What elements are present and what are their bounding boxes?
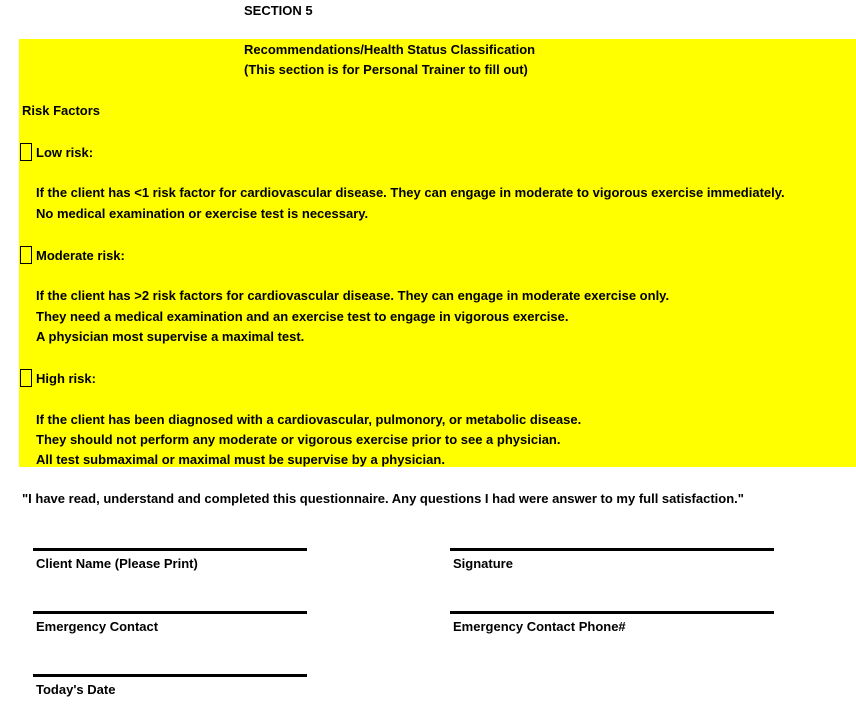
client-name-input-line[interactable] <box>33 548 307 551</box>
risk-factors-heading: Risk Factors <box>22 103 101 118</box>
recommendations-panel <box>19 39 856 467</box>
high-risk-label: High risk: <box>36 371 96 386</box>
section-title: SECTION 5 <box>244 3 313 18</box>
emergency-phone-input-line[interactable] <box>450 611 774 614</box>
high-risk-checkbox[interactable] <box>20 369 32 387</box>
high-risk-line: If the client has been diagnosed with a cardiovascular, pulmonory, or metabolic disease. <box>36 412 582 427</box>
emergency-contact-input-line[interactable] <box>33 611 307 614</box>
signature-input-line[interactable] <box>450 548 774 551</box>
todays-date-input-line[interactable] <box>33 674 307 677</box>
low-risk-label: Low risk: <box>36 145 94 160</box>
signature-label: Signature <box>453 556 513 571</box>
high-risk-line: They should not perform any moderate or vigorous exercise prior to see a physician. <box>36 432 561 447</box>
todays-date-label: Today's Date <box>36 682 116 697</box>
moderate-risk-line: They need a medical examination and an exercise test to engage in vigorous exercise. <box>36 309 569 324</box>
client-name-label: Client Name (Please Print) <box>36 556 198 571</box>
moderate-risk-checkbox[interactable] <box>20 246 32 264</box>
moderate-risk-line: If the client has >2 risk factors for cardiovascular disease. They can engage in moderate exercise only. <box>36 288 670 303</box>
moderate-risk-label: Moderate risk: <box>36 248 125 263</box>
low-risk-line: No medical examination or exercise test is necessary. <box>36 206 369 221</box>
emergency-contact-label: Emergency Contact <box>36 619 159 634</box>
acknowledgement-statement: "I have read, understand and completed this questionnaire. Any questions I had were answer to my full satisfaction." <box>22 491 744 506</box>
high-risk-line: All test submaximal or maximal must be supervise by a physician. <box>36 452 445 467</box>
low-risk-checkbox[interactable] <box>20 143 32 161</box>
low-risk-line: If the client has <1 risk factor for cardiovascular disease. They can engage in moderate to vigorous exercise immediately. <box>36 185 785 200</box>
emergency-phone-label: Emergency Contact Phone# <box>453 619 626 634</box>
panel-subheading: (This section is for Personal Trainer to fill out) <box>244 62 528 77</box>
panel-heading: Recommendations/Health Status Classification <box>244 42 536 57</box>
moderate-risk-line: A physician most supervise a maximal test. <box>36 329 305 344</box>
